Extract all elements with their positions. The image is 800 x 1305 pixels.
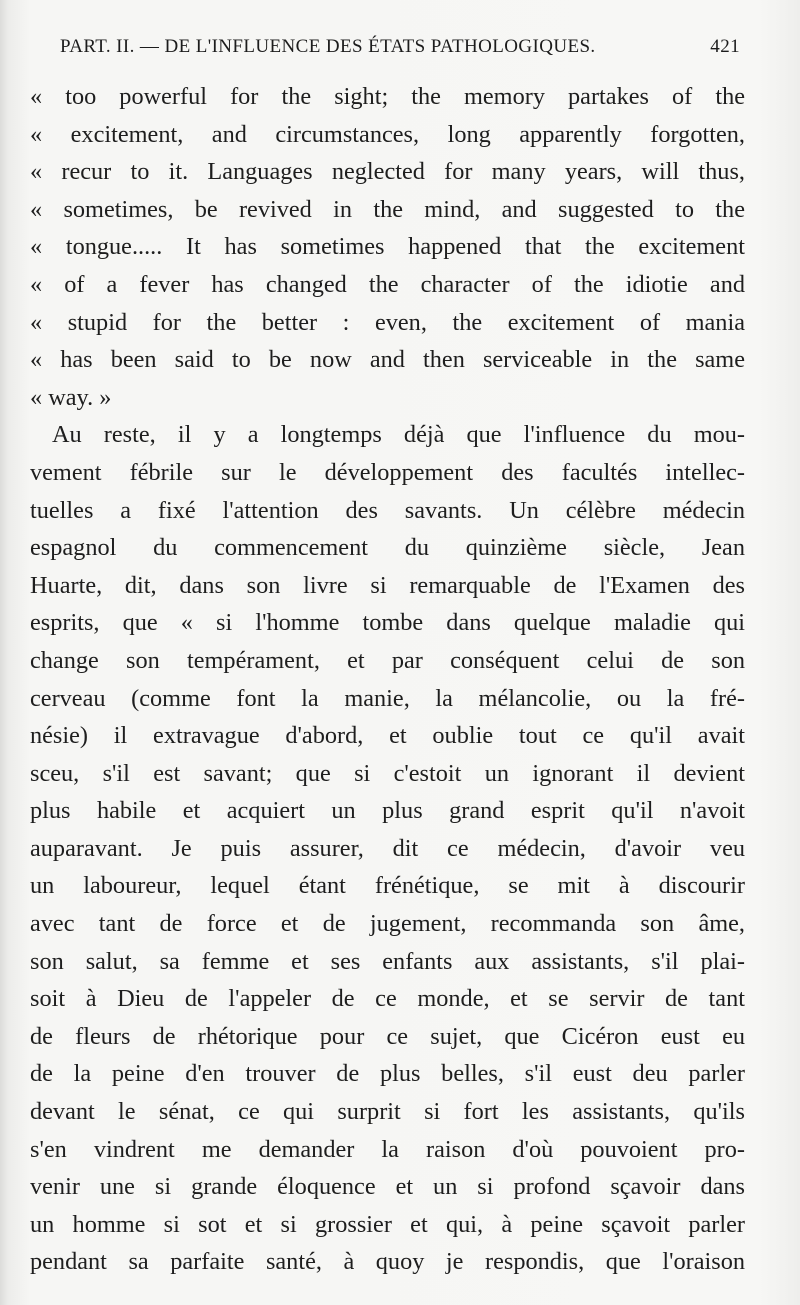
text-line: « stupid for the better : even, the excitement of mania xyxy=(30,308,745,336)
running-head: PART. II. — DE L'INFLUENCE DES ÉTATS PATHOLOGIQUES. xyxy=(60,36,596,57)
text-line: esprits, que « si l'homme tombe dans quelque maladie qui xyxy=(30,609,745,637)
text-line: avec tant de force et de jugement, recommanda son âme, xyxy=(30,910,745,938)
text-line: change son tempérament, et par conséquent celui de son xyxy=(30,646,745,674)
text-line: auparavant. Je puis assurer, dit ce médecin, d'avoir veu xyxy=(30,834,745,862)
text-line: de fleurs de rhétorique pour ce sujet, que Cicéron eust eu xyxy=(30,1022,745,1050)
text-line: nésie) il extravague d'abord, et oublie tout ce qu'il avait xyxy=(30,722,745,750)
text-line: « has been said to be now and then serviceable in the same xyxy=(30,346,745,374)
page-header xyxy=(60,36,740,70)
text-line: « tongue..... It has sometimes happened that the excitement xyxy=(30,233,745,261)
text-line: « excitement, and circumstances, long apparently forgotten, xyxy=(30,120,745,148)
text-line: vement fébrile sur le développement des facultés intellec- xyxy=(30,458,745,486)
text-line: « recur to it. Languages neglected for many years, will thus, xyxy=(30,158,745,186)
text-line: s'en vindrent me demander la raison d'où pouvoient pro- xyxy=(30,1135,745,1163)
text-line: un homme si sot et si grossier et qui, à peine sçavoit parler xyxy=(30,1210,745,1238)
text-line: pendant sa parfaite santé, à quoy je respondis, que l'oraison xyxy=(30,1248,745,1276)
body-text xyxy=(30,78,745,1281)
text-line: tuelles a fixé l'attention des savants. Un célèbre médecin xyxy=(30,496,745,524)
text-line: « too powerful for the sight; the memory partakes of the xyxy=(30,83,745,110)
text-line: venir une si grande éloquence et un si profond sçavoir dans xyxy=(30,1173,745,1201)
text-line: « of a fever has changed the character of the idiotie and xyxy=(30,270,745,298)
text-line: plus habile et acquiert un plus grand esprit qu'il n'avoit xyxy=(30,797,745,825)
text-line: cerveau (comme font la manie, la mélancolie, ou la fré- xyxy=(30,684,745,712)
text-line: devant le sénat, ce qui surprit si fort les assistants, qu'ils xyxy=(30,1098,745,1126)
text-line: son salut, sa femme et ses enfants aux assistants, s'il plai- xyxy=(30,947,745,975)
paragraph-start-line: Au reste, il y a longtemps déjà que l'influence du mou- xyxy=(52,421,745,449)
text-line: Huarte, dit, dans son livre si remarquable de l'Examen des xyxy=(30,571,745,599)
page-number: 421 xyxy=(710,36,740,57)
text-line: espagnol du commencement du quinzième siècle, Jean xyxy=(30,534,745,562)
text-line: « way. » xyxy=(30,383,112,411)
text-line: soit à Dieu de l'appeler de ce monde, et se servir de tant xyxy=(30,985,745,1013)
text-line: de la peine d'en trouver de plus belles, s'il eust deu parler xyxy=(30,1060,745,1088)
text-line: « sometimes, be revived in the mind, and suggested to the xyxy=(30,195,745,223)
text-line: sceu, s'il est savant; que si c'estoit un ignorant il devient xyxy=(30,759,745,787)
text-line: un laboureur, lequel étant frénétique, se mit à discourir xyxy=(30,872,745,900)
